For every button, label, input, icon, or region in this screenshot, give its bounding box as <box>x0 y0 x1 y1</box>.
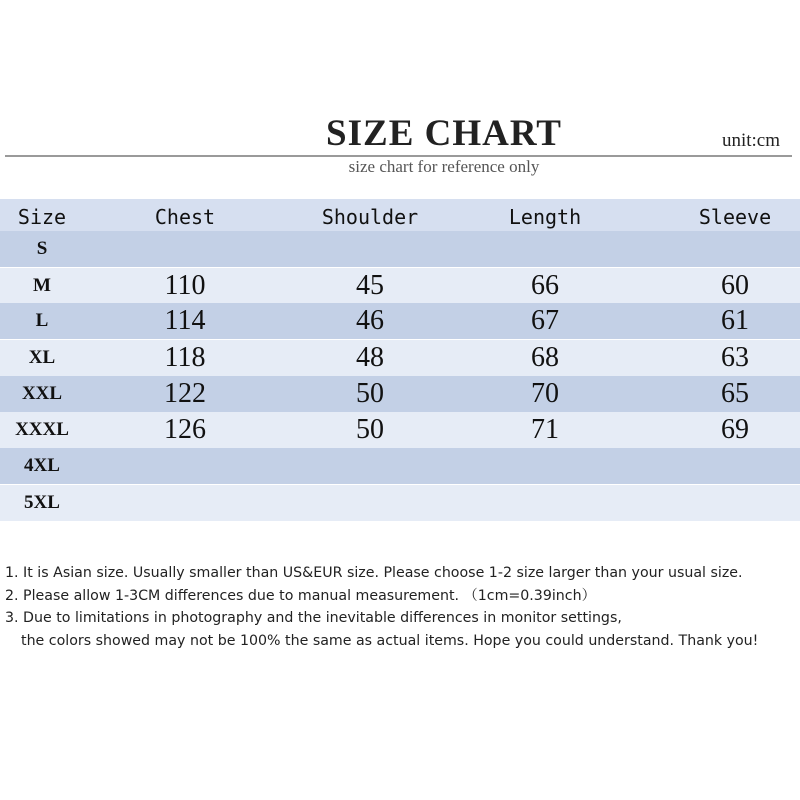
length-value: 68 <box>531 342 559 373</box>
chest-value <box>110 448 260 484</box>
note-asian-size: 1. It is Asian size. Usually smaller than US&EUR size. Please choose 1-2 size larger than your usual size. <box>5 565 743 581</box>
table-row <box>0 412 800 448</box>
table-row <box>0 340 800 376</box>
header-shoulder: Shoulder <box>321 205 419 229</box>
note-color-difference-cont: the colors showed may not be 100% the same as actual items. Hope you could understand. Thank you! <box>21 632 759 649</box>
table-row <box>0 231 800 267</box>
sleeve-value <box>670 485 800 521</box>
chest-value: 118 <box>164 342 206 373</box>
table-header-row <box>0 199 800 235</box>
length-value: 71 <box>531 414 559 445</box>
sleeve-value <box>670 448 800 484</box>
size-label: XL <box>28 347 56 368</box>
unit-label: unit:cm <box>721 130 780 151</box>
header-chest: Chest <box>154 205 216 229</box>
sleeve-value: 65 <box>721 378 749 409</box>
shoulder-value: 45 <box>356 270 384 301</box>
size-label: M <box>33 275 51 296</box>
sleeve-value: 60 <box>721 270 749 301</box>
chest-value: 126 <box>164 414 206 445</box>
table-row <box>0 448 800 484</box>
length-value: 67 <box>531 305 559 336</box>
sleeve-value <box>670 231 800 267</box>
header-length: Length <box>508 205 582 229</box>
size-table <box>0 195 800 520</box>
shoulder-value <box>290 485 450 521</box>
length-value: 66 <box>531 270 559 301</box>
chest-value <box>110 231 260 267</box>
table-row <box>0 268 800 304</box>
shoulder-value <box>290 448 450 484</box>
length-value <box>480 231 610 267</box>
chest-value <box>110 485 260 521</box>
table-row <box>0 376 800 412</box>
shoulder-value: 50 <box>356 378 384 409</box>
shoulder-value: 50 <box>356 414 384 445</box>
sleeve-value: 69 <box>721 414 749 445</box>
header-size: Size <box>17 205 67 229</box>
sleeve-value: 61 <box>721 305 749 336</box>
header-sleeve: Sleeve <box>698 205 772 229</box>
shoulder-value: 48 <box>356 342 384 373</box>
chest-value: 110 <box>164 270 206 301</box>
size-label: XXL <box>21 383 63 404</box>
note-color-difference: 3. Due to limitations in photography and the inevitable differences in monitor settings, <box>5 610 622 626</box>
size-label: XXXL <box>15 419 69 440</box>
table-row <box>0 303 800 339</box>
size-label: L <box>35 310 49 331</box>
size-label: 4XL <box>24 455 60 476</box>
length-value: 70 <box>531 378 559 409</box>
size-label: 5XL <box>24 492 60 513</box>
length-value <box>480 448 610 484</box>
shoulder-value <box>290 231 450 267</box>
length-value <box>480 485 610 521</box>
note-measurement-tolerance: 2. Please allow 1-3CM differences due to manual measurement. （1cm=0.39inch） <box>5 587 596 604</box>
size-notes <box>5 562 800 652</box>
chart-subtitle: size chart for reference only <box>348 157 540 176</box>
chest-value: 122 <box>164 378 206 409</box>
shoulder-value: 46 <box>356 305 384 336</box>
sleeve-value: 63 <box>721 342 749 373</box>
chest-value: 114 <box>164 305 206 336</box>
table-row <box>0 485 800 521</box>
chart-title: SIZE CHART <box>326 113 562 154</box>
size-label: S <box>36 238 48 259</box>
